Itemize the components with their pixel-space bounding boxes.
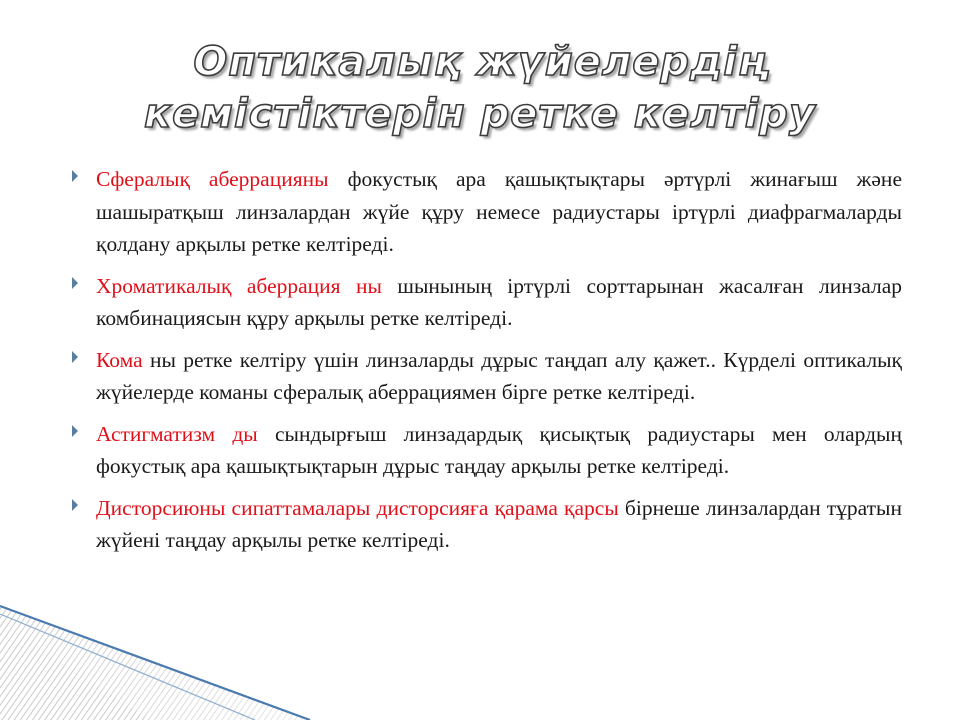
- corner-decoration: [0, 600, 960, 720]
- list-item: [70, 418, 902, 483]
- bullet-text: [96, 163, 902, 261]
- bullet-body: бірнеше линзалардан тұратын жүйені таңдау арқылы ретке келтіреді.: [96, 495, 902, 552]
- bullet-body: шынының іртүрлі сорттарынан жасалған линзалар комбинациясын құру арқылы ретке келтіреді.: [96, 273, 902, 330]
- bullet-text: [96, 270, 902, 335]
- bullet-list: [70, 163, 902, 566]
- list-item: [70, 492, 902, 557]
- triangle-bullet-icon: [72, 277, 78, 289]
- triangle-bullet-icon: [72, 499, 78, 511]
- list-item: [70, 344, 902, 409]
- slide-title: [60, 36, 900, 140]
- bullet-text: [96, 344, 902, 409]
- bullet-text: [96, 492, 902, 557]
- bullet-term: Сфералық аберрацияны: [96, 167, 329, 191]
- triangle-bullet-icon: [72, 170, 78, 182]
- title-line-2: кемістіктерін ретке келтіру: [144, 91, 816, 137]
- triangle-bullet-icon: [72, 351, 78, 363]
- bullet-term: Кома: [96, 347, 143, 372]
- bullet-body: фокустық ара қашықтықтары әртүрлі жинағыш және шашыратқыш линзалардан жүйе құру немесе радиустары іртүрлі диафрагмаларды қолдану арқылы ретке келтіреді.: [96, 167, 902, 256]
- list-item: [70, 270, 902, 335]
- bullet-term: Дисторсиюны сипаттамалары дисторсияға қарама қарсы: [96, 495, 619, 520]
- bullet-body: сындырғыш линзадардық қисықтық радиустары мен олардың фокустық ара қашықтықтарын дұрыс таңдау арқылы ретке келтіреді.: [96, 421, 902, 478]
- bullet-term: Астигматизм ды: [96, 421, 258, 446]
- triangle-bullet-icon: [72, 425, 78, 437]
- title-line-1: Оптикалық жүйелердің: [193, 39, 767, 85]
- bullet-term: Хроматикалық аберрация ны: [96, 273, 382, 298]
- bullet-text: [96, 418, 902, 483]
- list-item: [70, 163, 902, 261]
- bullet-body: ны ретке келтіру үшін линзаларды дұрыс таңдап алу қажет.. Күрделі оптикалық жүйелерде команы сфералық аберрациямен бірге ретке келтіреді.: [96, 347, 902, 404]
